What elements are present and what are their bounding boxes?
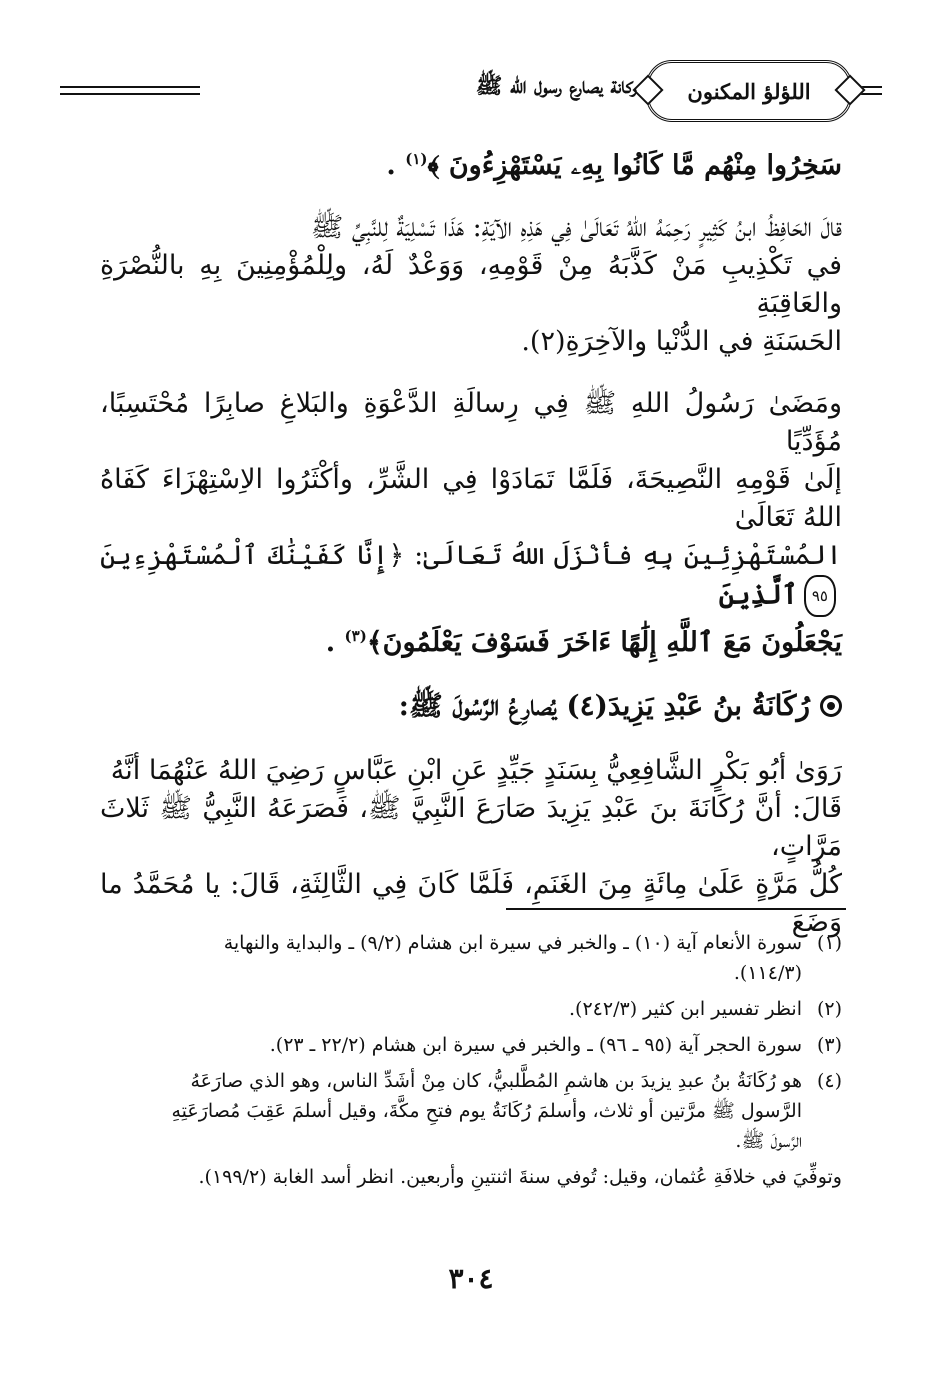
verse-text: سَخِرُوا مِنْهُم مَّا كَانُوا بِهِۦ يَسْتَهْزِءُونَ ﴾	[427, 150, 842, 181]
header-rule-left	[60, 86, 200, 95]
text-line: إلَىٰ قَوْمِهِ النَّصِيحَةَ، فَلَمَّا تَمَادَوْا فِي الشَّرِّ، وأكْثَرُوا الاِسْتِهْزَاءَ كَفَاهُ اللهُ تَعَالَىٰ	[100, 464, 842, 533]
text-line: قالَ الحَافِظُ ابنُ كَثِيرٍ رَحِمَهُ اللهُ تَعَالَىٰ فِي هَذِهِ الآيَةِ: هَذَا تَسْلِيَةٌ لِلنَّبِيِّ ﷺ	[310, 212, 842, 243]
chapter-title: ركانة يصارع رسول الله ﷺ	[475, 73, 637, 99]
book-title-cartouche	[646, 60, 852, 122]
text-line: ومَضَىٰ رَسُولُ اللهِ ﷺ فِي رِسالَةِ الدَّعْوَةِ والبَلاغِ صابِرًا مُحْتَسِبًا، مُؤَدِّيًا	[100, 388, 842, 457]
footnote-1	[100, 928, 842, 988]
footnote-number: (٣)	[816, 1034, 842, 1056]
footnote-2	[100, 994, 842, 1024]
footnote-separator	[506, 908, 846, 910]
footnote-line: انظر تفسير ابن كثير (٢٤٢/٣).	[569, 998, 802, 1020]
paragraph-2	[100, 385, 842, 662]
text-line: المُسْتَهْزِئِينَ بِهِ فأنْزَلَ اللهُ تَعَالَىٰ: ﴿إِنَّا كَفَيْنَٰكَ ٱلْمُسْتَهْزِءِينَ٩٥ٱلَّذِينَ	[100, 537, 842, 617]
paragraph-1	[100, 209, 842, 361]
footnote-line: الرَّسول ﷺ مرَّتين أو ثلاث، وأسلمَ رُكَانَةُ يوم فتحِ مكَّةَ، وقيل أسلمَ عَقِبَ مُصارَعَتِهِ	[171, 1100, 802, 1122]
text-line: يَجْعَلُونَ مَعَ ٱللَّهِ إِلَٰهًا ءَاخَرَ فَسَوْفَ يَعْلَمُونَ﴾$^{(٣)}$ .	[325, 627, 842, 658]
text-line: الحَسَنَةِ في الدُّنْيا والآخِرَةِ(٢).	[521, 326, 842, 357]
footnote-line: سورة الحجر آية (٩٥ ـ ٩٦) ـ والخبر في سيرة ابن هشام (٢٢/٢ ـ ٢٣).	[269, 1034, 802, 1056]
footnote-number: (٤)	[816, 1070, 842, 1092]
main-text	[100, 140, 842, 966]
page-number: ٣٠٤	[448, 1262, 494, 1295]
section-heading	[100, 686, 842, 726]
footnotes	[100, 928, 842, 1192]
bullet-icon	[820, 695, 842, 717]
footnote-line: (١١٤/٣).	[733, 962, 802, 984]
footnote-3	[100, 1030, 842, 1060]
footnote-4-continuation: وتوفِّيَ في خلافَةِ عُثمان، وقيل: تُوفي سنةَ اثنتينِ وأربعين. انظر أسد الغابة (١٩٩/٢).	[198, 1166, 842, 1188]
book-title: اللؤلؤ المكنون	[687, 78, 811, 104]
footnote-line: سورة الأنعام آية (١٠) ـ والخبر في سيرة ابن هشام (٩/٢) ـ والبداية والنهاية	[223, 932, 802, 954]
footnote-line: هو رُكَانَةُ بنُ عبدِ يزيدَ بن هاشمِ المُطَّلبيُّ، كان مِنْ أشَدِّ الناس، وهو الذي صارَعَهُ	[190, 1070, 802, 1092]
page-header	[60, 58, 882, 120]
footnote-ref: (١)	[405, 150, 428, 168]
text-line: قَالَ: أنَّ رُكَانَةَ بنَ عَبْدِ يَزِيدَ صَارَعَ النَّبِيَّ ﷺ، فَصَرَعَهُ النَّبِيُّ ﷺ ثَلاثَ مَرَّاتٍ،	[100, 793, 842, 862]
footnote-number: (١)	[816, 932, 842, 954]
footnote-ref: (٣)	[344, 627, 367, 645]
footnote-line: الرَّسولَ ﷺ.	[735, 1130, 802, 1152]
text-line: في تَكْذِيبِ مَنْ كَذَّبَهُ مِنْ قَوْمِهِ، وَوَعْدٌ لَهُ، ولِلْمُؤْمِنِينَ بِهِ بالنُّصْرَةِ والعَاقِبَةِ	[100, 250, 842, 319]
footnote-4	[100, 1066, 842, 1156]
verse-number-marker: ٩٥	[804, 575, 836, 617]
paragraph-3	[100, 752, 842, 942]
footnote-number: (٢)	[816, 998, 842, 1020]
section-heading-text: رُكَانَةُ بنُ عَبْدِ يَزِيدَ(٤) يُصارِعُ الرَّسُولَ ﷺ:	[398, 689, 810, 722]
text-line: رَوَىٰ أبُو بَكْرٍ الشَّافِعِيُّ بِسَنَدٍ جَيِّدٍ عَنِ ابْنِ عَبَّاسٍ رَضِيَ اللهُ عَنْهُمَا أنَّهُ	[110, 755, 842, 786]
text-line: كُلُّ مَرَّةٍ عَلَىٰ مِائَةٍ مِنَ الغَنَمِ، فَلَمَّا كَانَ فِي الثَّالِثَةِ، قَالَ: يا مُحَمَّدُ ما وَضَعَ	[100, 869, 842, 938]
verse-ending: سَخِرُوا مِنْهُم مَّا كَانُوا بِهِۦ يَسْتَهْزِءُونَ ﴾$^{(١)}$ .	[386, 150, 842, 181]
